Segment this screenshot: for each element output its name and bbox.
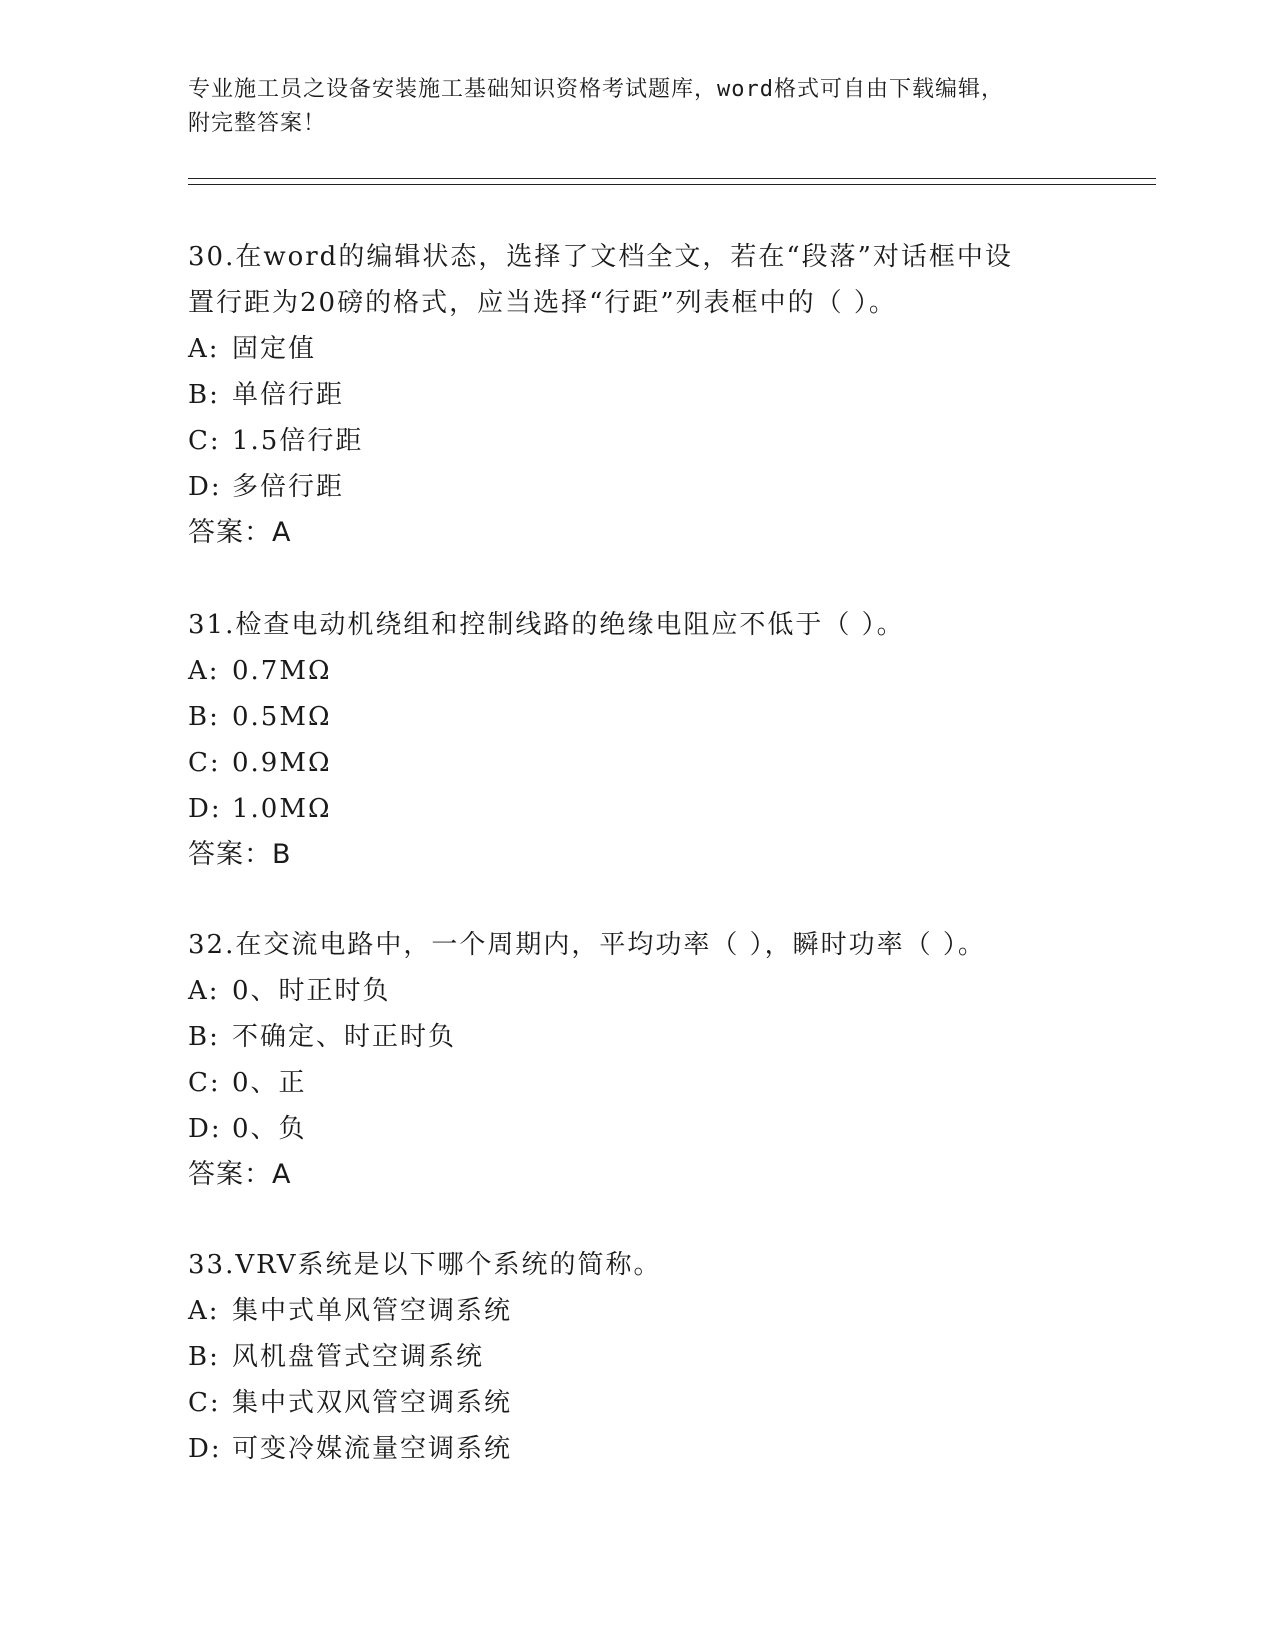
answer-line: 答案：A [188, 1159, 292, 1190]
question-text-line-1: 33.VRV系统是以下哪个系统的简称。 [188, 1250, 662, 1280]
option-letter: A: [188, 656, 220, 686]
option-text: 多倍行距 [232, 472, 345, 502]
option-text: 0、时正时负 [232, 976, 391, 1006]
option-c [188, 1380, 1088, 1426]
option-letter: C: [188, 1068, 221, 1098]
option-letter: B: [188, 1022, 220, 1052]
option-text: 0.5MΩ [232, 702, 332, 732]
header-divider-bottom [188, 184, 1156, 185]
option-letter: D: [188, 794, 222, 824]
option-letter: C: [188, 426, 221, 456]
option-text: 0.9MΩ [232, 748, 332, 778]
question-31 [188, 602, 1088, 878]
option-d [188, 786, 1088, 832]
option-letter: A: [188, 976, 220, 1006]
option-text: 集中式单风管空调系统 [232, 1296, 513, 1326]
question-32 [188, 922, 1088, 1198]
answer-line: 答案：A [188, 517, 292, 548]
option-a [188, 326, 1088, 372]
option-letter: D: [188, 472, 222, 502]
question-33 [188, 1242, 1088, 1472]
question-30 [188, 234, 1088, 556]
question-text-line-1: 32.在交流电路中，一个周期内，平均功率（ ），瞬时功率（ ）。 [188, 930, 986, 960]
question-text-line-1: 31.检查电动机绕组和控制线路的绝缘电阻应不低于（ ）。 [188, 610, 905, 640]
option-letter: D: [188, 1434, 222, 1464]
option-b [188, 1334, 1088, 1380]
option-letter: B: [188, 380, 220, 410]
option-a [188, 648, 1088, 694]
option-d [188, 1426, 1088, 1472]
question-text-line-1: 30.在word的编辑状态，选择了文档全文，若在“段落”对话框中设 [188, 242, 1013, 272]
option-text: 1.5倍行距 [232, 426, 364, 456]
answer-line: 答案：B [188, 839, 292, 870]
option-text: 0、正 [232, 1068, 307, 1098]
option-letter: C: [188, 748, 221, 778]
option-letter: C: [188, 1388, 221, 1418]
option-text: 不确定、时正时负 [232, 1022, 457, 1052]
option-b [188, 1014, 1088, 1060]
option-text: 0、负 [232, 1114, 307, 1144]
option-text: 集中式双风管空调系统 [232, 1388, 513, 1418]
document-header [188, 73, 1088, 141]
option-d [188, 1106, 1088, 1152]
option-a [188, 968, 1088, 1014]
option-letter: A: [188, 1296, 220, 1326]
header-line-1: 专业施工员之设备安装施工基础知识资格考试题库，word格式可自由下载编辑， [188, 77, 1004, 102]
header-divider-top [188, 178, 1156, 179]
option-a [188, 1288, 1088, 1334]
option-c [188, 418, 1088, 464]
option-text: 固定值 [232, 334, 317, 364]
option-text: 可变冷媒流量空调系统 [232, 1434, 513, 1464]
option-letter: B: [188, 702, 220, 732]
option-letter: D: [188, 1114, 222, 1144]
option-letter: B: [188, 1342, 220, 1372]
option-text: 风机盘管式空调系统 [232, 1342, 485, 1372]
option-text: 单倍行距 [232, 380, 345, 410]
option-text: 1.0MΩ [232, 794, 332, 824]
option-c [188, 1060, 1088, 1106]
option-letter: A: [188, 334, 220, 364]
option-d [188, 464, 1088, 510]
option-c [188, 740, 1088, 786]
option-text: 0.7MΩ [232, 656, 332, 686]
option-b [188, 372, 1088, 418]
header-line-2: 附完整答案！ [188, 111, 327, 136]
option-b [188, 694, 1088, 740]
question-text-line-2: 置行距为20磅的格式，应当选择“行距”列表框中的（ ）。 [188, 288, 897, 318]
